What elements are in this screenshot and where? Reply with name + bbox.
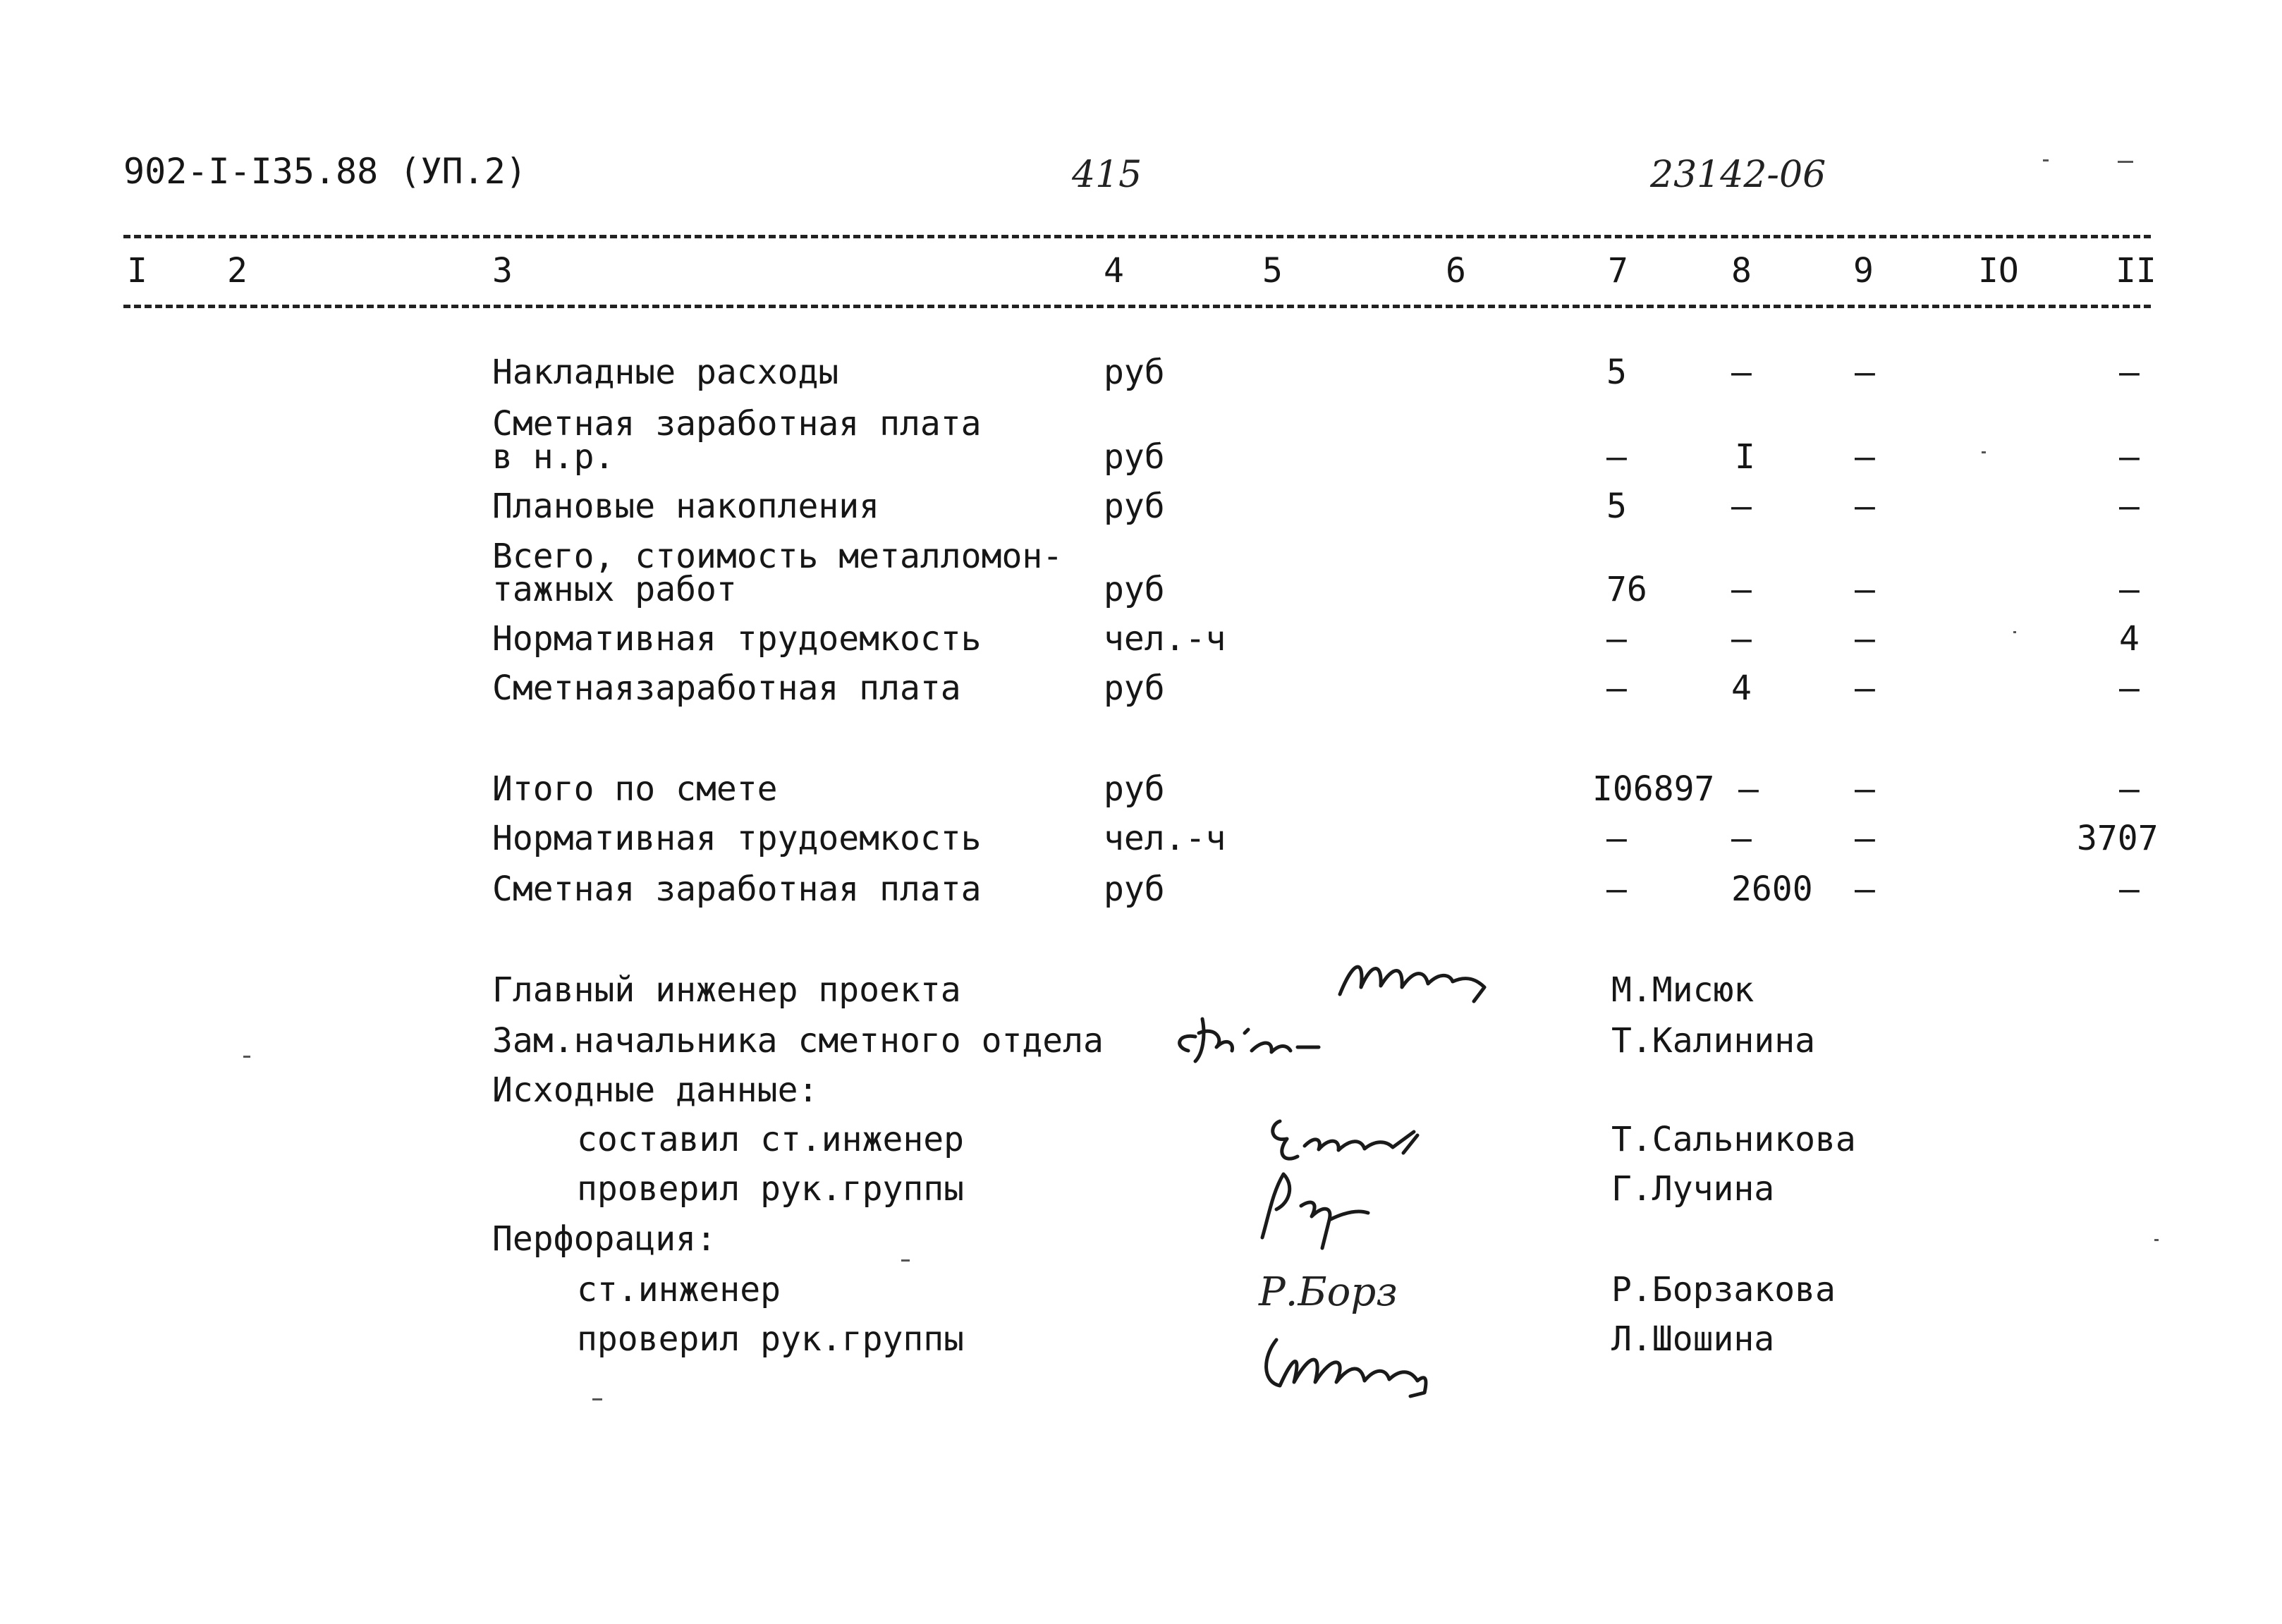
dashed-rule-bottom (123, 305, 2151, 308)
row-name: Сметная заработная плата (492, 404, 982, 444)
row-unit: руб (1104, 668, 1165, 708)
total-name: Нормативная трудоемкость (492, 819, 982, 858)
handwritten-signature (1167, 1008, 1365, 1072)
row-name: Всего, стоимость металломон- (492, 537, 1063, 576)
total-col11: 3707 (2077, 819, 2159, 858)
checked-label: проверил рук.группы (577, 1169, 965, 1209)
row-unit: руб (1104, 437, 1165, 477)
archive-number: 23142-06 (1650, 154, 1826, 196)
column-header: 9 (1853, 251, 1874, 291)
scan-speck (592, 1398, 602, 1400)
column-header: II (2116, 251, 2156, 291)
scan-speck (2013, 631, 2016, 633)
row-name: Нормативная трудоемкость (492, 619, 982, 659)
column-header: 4 (1104, 251, 1124, 291)
cell-col9: – (1855, 619, 1875, 659)
row-name-continued: тажных работ (492, 570, 737, 609)
cell-col11: – (2119, 570, 2140, 609)
total-col9: – (1855, 769, 1875, 809)
scan-speck (901, 1259, 910, 1262)
column-header: I (127, 251, 147, 291)
checked-name: Г.Лучина (1611, 1169, 1775, 1209)
total-col11: – (2119, 869, 2140, 909)
cell-col11: – (2119, 668, 2140, 708)
column-header: IO (1978, 251, 2019, 291)
chief-engineer-name: М.Мисюк (1611, 970, 1755, 1010)
perf-checked-label: проверил рук.группы (577, 1319, 965, 1359)
scan-speck (2154, 1239, 2159, 1241)
cell-col9: – (1855, 353, 1875, 392)
cell-col11: – (2119, 353, 2140, 392)
handwritten-initials: Р.Борз (1259, 1269, 1398, 1315)
total-col11: – (2119, 769, 2140, 809)
cell-col8: I (1735, 437, 1755, 477)
scan-speck (1982, 451, 1986, 453)
cell-col8: 4 (1731, 668, 1752, 708)
cell-col11: – (2119, 437, 2140, 477)
row-unit: руб (1104, 570, 1165, 609)
total-name: Итого по смете (492, 769, 778, 809)
column-header: 3 (492, 251, 513, 291)
cell-col8: – (1731, 487, 1752, 526)
column-header: 2 (227, 251, 248, 291)
total-col9: – (1855, 869, 1875, 909)
page-number: 415 (1072, 154, 1142, 196)
total-col8: – (1738, 769, 1759, 809)
total-unit: чел.-ч (1104, 819, 1226, 858)
cell-col7: – (1606, 668, 1627, 708)
perf-engineer-label: ст.инженер (577, 1270, 781, 1309)
total-col7: – (1606, 819, 1627, 858)
total-col7: I06897 (1592, 769, 1715, 809)
cell-col9: – (1855, 437, 1875, 477)
row-name: Сметнаязаработная плата (492, 668, 961, 708)
total-col7: – (1606, 869, 1627, 909)
cell-col9: – (1855, 487, 1875, 526)
total-col8: 2600 (1731, 869, 1813, 909)
total-unit: руб (1104, 869, 1165, 909)
row-unit: чел.-ч (1104, 619, 1226, 659)
cell-col7: 5 (1606, 487, 1627, 526)
handwritten-signature (1252, 1326, 1506, 1403)
total-col8: – (1731, 819, 1752, 858)
handwritten-signature (1252, 1164, 1393, 1255)
scan-speck (2118, 161, 2133, 163)
dashed-rule-top (123, 235, 2151, 238)
column-header: 8 (1731, 251, 1752, 291)
total-col9: – (1855, 819, 1875, 858)
total-name: Сметная заработная плата (492, 869, 982, 909)
cell-col7: 5 (1606, 353, 1627, 392)
chief-engineer-label: Главный инженер проекта (492, 970, 961, 1010)
cell-col7: – (1606, 437, 1627, 477)
cell-col7: – (1606, 619, 1627, 659)
cell-col11: – (2119, 487, 2140, 526)
compiled-name: Т.Сальникова (1611, 1120, 1856, 1159)
source-data-label: Исходные данные: (492, 1070, 819, 1110)
cell-col8: – (1731, 619, 1752, 659)
cell-col7: 76 (1606, 570, 1647, 609)
total-unit: руб (1104, 769, 1165, 809)
row-name-continued: в н.р. (492, 437, 615, 477)
row-unit: руб (1104, 487, 1165, 526)
document-code: 902-I-I35.88 (УП.2) (123, 151, 527, 192)
perf-engineer-name: Р.Борзакова (1611, 1270, 1836, 1309)
cell-col9: – (1855, 668, 1875, 708)
cell-col9: – (1855, 570, 1875, 609)
perf-checked-name: Л.Шошина (1611, 1319, 1775, 1359)
compiled-label: составил ст.инженер (577, 1120, 965, 1159)
cell-col8: – (1731, 570, 1752, 609)
deputy-label: Зам.начальника сметного отдела (492, 1021, 1104, 1061)
row-name: Плановые накопления (492, 487, 880, 526)
deputy-name: Т.Калинина (1611, 1021, 1815, 1061)
cell-col11: 4 (2119, 619, 2140, 659)
perforation-label: Перфорация: (492, 1219, 716, 1259)
column-header: 6 (1446, 251, 1466, 291)
row-unit: руб (1104, 353, 1165, 392)
column-header: 7 (1608, 251, 1628, 291)
row-name: Накладные расходы (492, 353, 839, 392)
scan-speck (243, 1056, 250, 1058)
cell-col8: – (1731, 353, 1752, 392)
scan-speck (2043, 159, 2049, 161)
handwritten-signature (1333, 945, 1502, 1008)
column-header: 5 (1262, 251, 1283, 291)
